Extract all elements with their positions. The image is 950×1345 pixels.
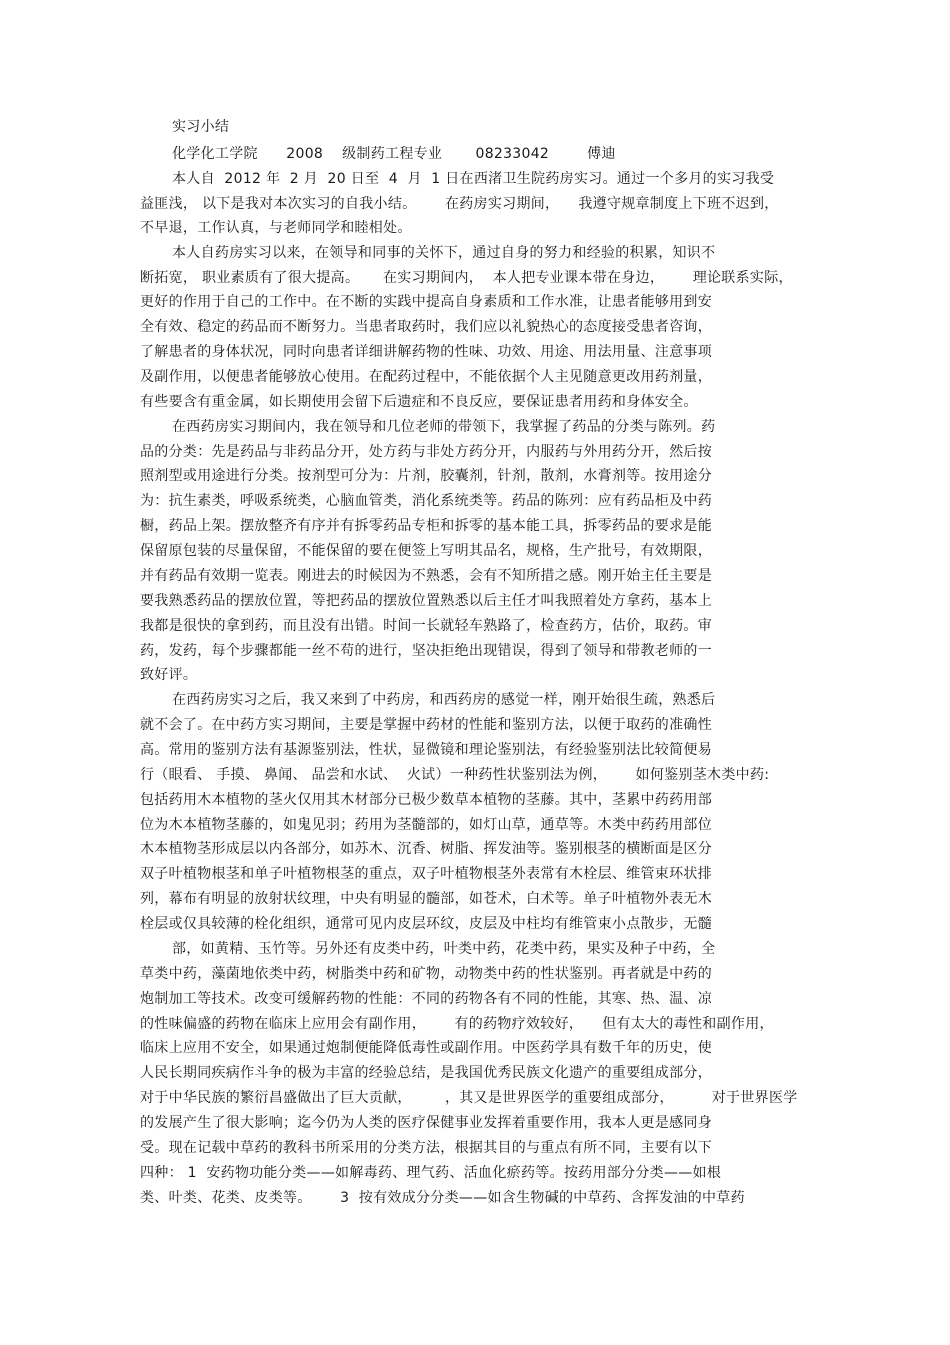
body-line: 在西药房实习期间内，我在领导和几位老师的带领下，我掌握了药品的分类与陈列。药	[172, 419, 716, 435]
body-line: 我都是很快的拿到药，而且没有出错。时间一长就轻车熟路了，检查药方，估价，取药。审	[140, 618, 712, 634]
body-line: 橱，药品上架。摆放整齐有序并有拆零药品专柜和拆零的基本能工具，拆零药品的要求是能	[140, 518, 712, 534]
body-line: 人民长期同疾病作斗争的极为丰富的经验总结，是我国优秀民族文化遗产的重要组成部分，	[140, 1065, 712, 1081]
body-line: 草类中药，藻菌地依类中药，树脂类中药和矿物，动物类中药的性状鉴别。再者就是中药的	[140, 966, 712, 982]
body-line: 临床上应用不安全，如果通过炮制便能降低毒性或副作用。中医药学具有数千年的历史，使	[140, 1040, 712, 1056]
body-line: 炮制加工等技术。改变可缓解药物的性能：不同的药物各有不同的性能，其寒、热、温、凉	[140, 991, 712, 1007]
body-line: 就不会了。在中药方实习期间，主要是掌握中药材的性能和鉴别方法，以便于取药的准确性	[140, 717, 712, 733]
body-line: 本人自药房实习以来，在领导和同事的关怀下，通过自身的努力和经验的积累，知识不	[172, 245, 716, 261]
body-line: 药，发药，每个步骤都能一丝不苟的进行，坚决拒绝出现错误，得到了领导和带教老师的一	[140, 643, 712, 659]
body-line: 断拓宽， 职业素质有了很大提高。 在实习期间内， 本人把专业课本带在身边， 理论联系实际，	[140, 270, 793, 286]
body-line: 的性味偏盛的药物在临床上应用会有副作用， 有的药物疗效较好， 但有太大的毒性和副作用，	[140, 1016, 774, 1032]
body-line: 包括药用木本植物的茎火仅用其木材部分已极少数草本植物的茎藤。其中，茎累中药药用部	[140, 792, 712, 808]
body-line: 品的分类：先是药品与非药品分开，处方药与非处方药分开，内服药与外用药分开，然后按	[140, 444, 712, 460]
document-byline: 化学化工学院 2008 级制药工程专业 08233042 傅迪	[172, 146, 616, 162]
body-line: 及副作用，以便患者能够放心使用。在配药过程中，不能依据个人主见随意更改用药剂量，	[140, 369, 712, 385]
body-line: 了解患者的身体状况，同时向患者详细讲解药物的性味、功效、用途、用法用量、注意事项	[140, 344, 712, 360]
body-line: 保留原包装的尽量保留，不能保留的要在便签上写明其品名，规格，生产批号，有效期限，	[140, 543, 712, 559]
body-line: 并有药品有效期一览表。刚进去的时候因为不熟悉，会有不知所措之感。刚开始主任主要是	[140, 568, 712, 584]
body-line: 行（眼看、 手摸、 鼻闻、 品尝和水试、 火试）一种药性状鉴别法为例， 如何鉴别茎木类中药:	[140, 767, 770, 783]
body-line: 有些要含有重金属，如长期使用会留下后遗症和不良反应，要保证患者用药和身体安全。	[140, 394, 698, 410]
body-line: 类、叶类、花类、皮类等。 3 按有效成分分类——如含生物碱的中草药、含挥发油的中草药	[140, 1190, 745, 1206]
document-title: 实习小结	[172, 119, 230, 135]
body-line: 受。现在记载中草药的教科书所采用的分类方法，根据其目的与重点有所不同，主要有以下	[140, 1140, 712, 1156]
body-line: 致好评。	[140, 667, 198, 683]
body-line: 为：抗生素类，呼吸系统类，心脑血管类，消化系统类等。药品的陈列：应有药品柜及中药	[140, 493, 712, 509]
body-line: 的发展产生了很大影响；迄今仍为人类的医疗保健事业发挥着重要作用，我本人更是感同身	[140, 1115, 712, 1131]
body-line: 不早退，工作认真，与老师同学和睦相处。	[140, 220, 412, 236]
body-line: 双子叶植物根茎和单子叶植物根茎的重点，双子叶植物根茎外表常有木栓层、维管束环状排	[140, 866, 712, 882]
body-line: 四种： 1 安药物功能分类——如解毒药、理气药、活血化瘀药等。按药用部分分类——如根	[140, 1165, 722, 1181]
body-line: 栓层或仅具较薄的栓化组织，通常可见内皮层环纹，皮层及中柱均有维管束小点散步，无髓	[140, 916, 712, 932]
body-line: 照剂型或用途进行分类。按剂型可分为：片剂，胶囊剂，针剂，散剂，水膏剂等。按用途分	[140, 468, 712, 484]
body-line: 高。常用的鉴别方法有基源鉴别法，性状，显微镜和理论鉴别法，有经验鉴别法比较简便易	[140, 742, 712, 758]
body-line: 本人自 2012 年 2 月 20 日至 4 月 1 日在西渚卫生院药房实习。通过一个多月的实习我受	[172, 171, 775, 187]
body-line: 在西药房实习之后，我又来到了中药房，和西药房的感觉一样，刚开始很生疏，熟悉后	[172, 692, 716, 708]
body-line: 位为木本植物茎藤的，如鬼见羽；药用为茎髓部的，如灯山草，通草等。木类中药药用部位	[140, 817, 712, 833]
body-line: 益匪浅， 以下是我对本次实习的自我小结。 在药房实习期间， 我遵守规章制度上下班不迟到，	[140, 196, 779, 212]
body-line: 部，如黄精、玉竹等。另外还有皮类中药，叶类中药，花类中药，果实及种子中药，全	[172, 941, 716, 957]
body-line: 列，幕布有明显的放射状纹理，中央有明显的髓部，如苍术，白术等。单子叶植物外表无木	[140, 891, 712, 907]
body-line: 木本植物茎形成层以内各部分，如苏木、沉香、树脂、挥发油等。鉴别根茎的横断面是区分	[140, 841, 712, 857]
body-line: 对于中华民族的繁衍昌盛做出了巨大贡献， ，其又是世界医学的重要组成部分， 对于世界医学	[140, 1090, 798, 1106]
body-line: 要我熟悉药品的摆放位置，等把药品的摆放位置熟悉以后主任才叫我照着处方拿药，基本上	[140, 593, 712, 609]
body-line: 全有效、稳定的药品而不断努力。当患者取药时，我们应以礼貌热心的态度接受患者咨询，	[140, 319, 712, 335]
body-line: 更好的作用于自己的工作中。在不断的实践中提高自身素质和工作水准，让患者能够用到安	[140, 294, 712, 310]
